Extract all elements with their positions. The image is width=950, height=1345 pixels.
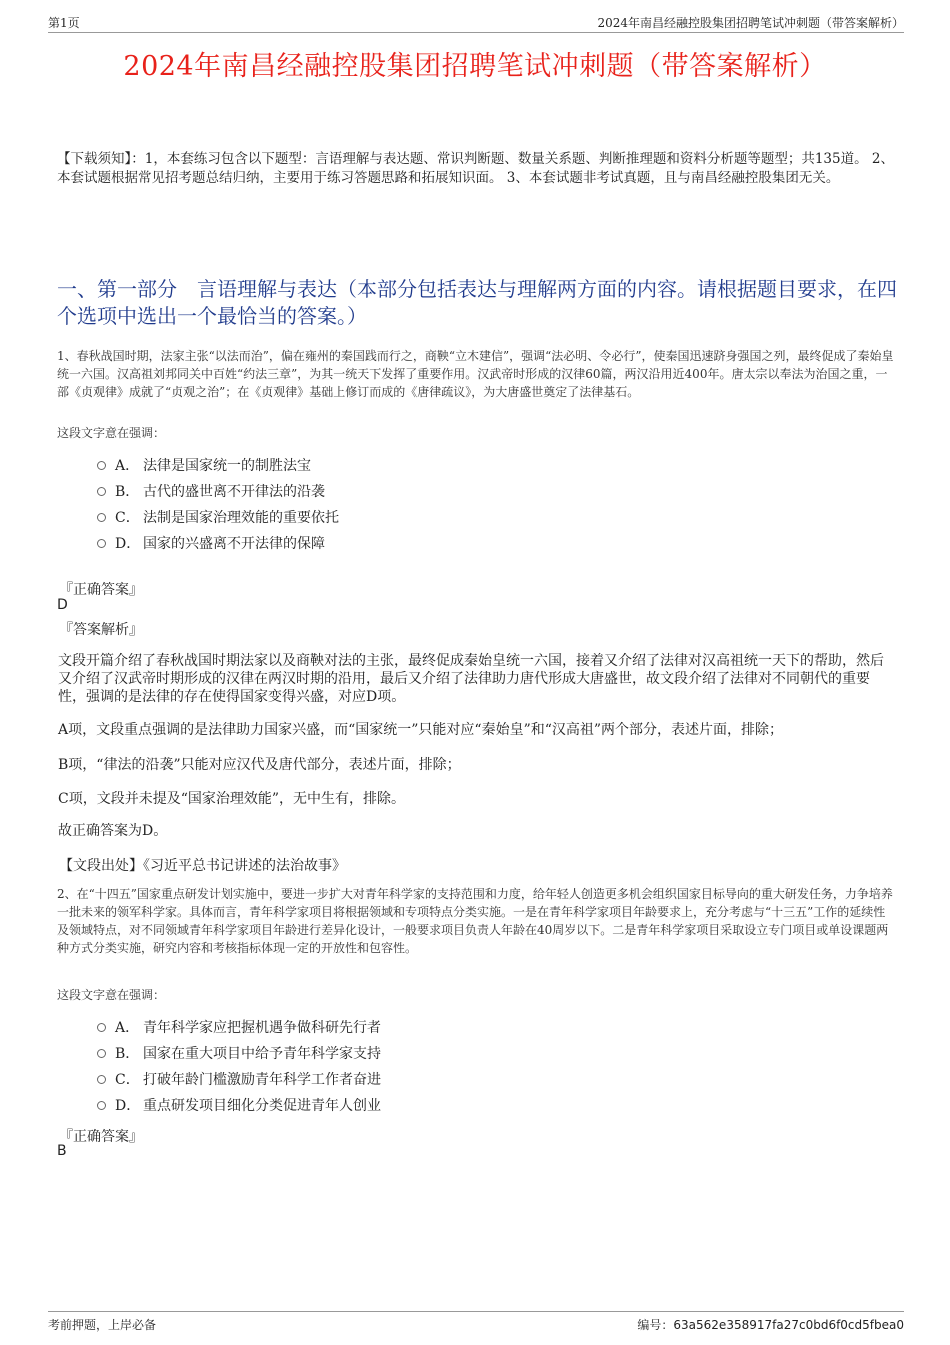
option-a[interactable]: A． 法律是国家统一的制胜法宝 [97, 453, 339, 479]
document-code: 编号：63a562e358917fa27c0bd6f0cd5fbea0 [637, 1318, 904, 1332]
option-b[interactable]: B． 古代的盛世离不开律法的沿袭 [97, 479, 339, 505]
question-1-options [97, 453, 339, 557]
page-footer [48, 1311, 904, 1336]
radio-icon[interactable] [97, 539, 106, 548]
radio-icon[interactable] [97, 1075, 106, 1084]
analysis-paragraph: B项，“律法的沿袭”只能对应汉代及唐代部分，表述片面，排除； [58, 757, 461, 773]
section-title: 一、第一部分 言语理解与表达（本部分包括表达与理解两方面的内容。请根据题目要求，在四个选项中选出一个最恰当的答案。） [57, 277, 897, 328]
correct-answer-value: D [57, 597, 68, 613]
page-number: 第1页 [48, 16, 80, 30]
analysis-paragraph: C项，文段并未提及“国家治理效能”，无中生有，排除。 [58, 791, 406, 807]
footer-slogan: 考前押题，上岸必备 [48, 1318, 157, 1332]
radio-icon[interactable] [97, 1023, 106, 1032]
question-2-prompt: 这段文字意在强调： [57, 988, 166, 1002]
radio-icon[interactable] [97, 1101, 106, 1110]
header-doc-title: 2024年南昌经融控股集团招聘笔试冲刺题（带答案解析） [597, 16, 904, 30]
option-c[interactable]: C． 打破年龄门槛激励青年科学工作者奋进 [97, 1067, 381, 1093]
correct-answer-label: 『正确答案』 [59, 1129, 143, 1145]
analysis-paragraph: 文段开篇介绍了春秋战国时期法家以及商鞅对法的主张，最终促成秦始皇统一六国，接着又介绍了法律对汉高祖统一天下的帮助，然后又介绍了汉武帝时期形成的汉律在两汉时期的沿用，最后又介绍了法律助力唐代形成大唐盛世，故文段介绍了法律对不同朝代的重要性，强调的是法律的存在使得国家变得兴盛，对应D项。 [58, 653, 884, 705]
question-1-prompt: 这段文字意在强调： [57, 426, 166, 440]
question-2-text: 2、在“十四五”国家重点研发计划实施中，要进一步扩大对青年科学家的支持范围和力度，给年轻人创造更多机会组织国家目标导向的重大研发任务，力争培养一批未来的领军科学家。具体而言，青年科学家项目将根据领域和专项特点分类实施。一是在青年科学家项目年龄要求上，充分考虑与“十三五”工作的延续性及领域特点，对不同领域青年科学家项目年龄进行差异化设计，一般要求项目负责人年龄在40周岁以下。二是青年科学家项目采取设立专门项目或单设课题两种方式分类实施，研究内容和考核指标体现一定的开放性和包容性。 [57, 887, 893, 955]
correct-answer-label: 『正确答案』 [59, 582, 143, 598]
radio-icon[interactable] [97, 1049, 106, 1058]
radio-icon[interactable] [97, 513, 106, 522]
question-2-options [97, 1015, 381, 1119]
download-notice: 【下载须知】：1，本套练习包含以下题型：言语理解与表达题、常识判断题、数量关系题、判断推理题和资料分析题等题型；共135道。 2、本套试题根据常见招考题总结归纳，主要用于练习答题思路和拓展知识面。 3、本套试题非考试真题，且与南昌经融控股集团无关。 [57, 151, 894, 186]
document-title: 2024年南昌经融控股集团招聘笔试冲刺题（带答案解析） [123, 51, 827, 82]
option-b[interactable]: B． 国家在重大项目中给予青年科学家支持 [97, 1041, 381, 1067]
option-d[interactable]: D． 国家的兴盛离不开法律的保障 [97, 531, 339, 557]
option-a[interactable]: A． 青年科学家应把握机遇争做科研先行者 [97, 1015, 381, 1041]
radio-icon[interactable] [97, 487, 106, 496]
source-citation: 【文段出处】《习近平总书记讲述的法治故事》 [59, 858, 346, 874]
analysis-conclusion: 故正确答案为D。 [58, 823, 168, 839]
option-d[interactable]: D． 重点研发项目细化分类促进青年人创业 [97, 1093, 381, 1119]
radio-icon[interactable] [97, 461, 106, 470]
correct-answer-value: B [57, 1143, 67, 1159]
option-c[interactable]: C． 法制是国家治理效能的重要依托 [97, 505, 339, 531]
analysis-paragraph: A项，文段重点强调的是法律助力国家兴盛，而“国家统一”只能对应“秦始皇”和“汉高祖”两个部分，表述片面，排除； [58, 722, 784, 738]
page-header [48, 14, 904, 33]
analysis-label: 『答案解析』 [59, 622, 143, 638]
question-1-text: 1、春秋战国时期，法家主张“以法而治”，偏在雍州的秦国践而行之，商鞅“立木建信”，强调“法必明、令必行”，使秦国迅速跻身强国之列，最终促成了秦始皇统一六国。汉高祖刘邦同关中百姓“约法三章”，为其一统天下发挥了重要作用。汉武帝时形成的汉律60篇，两汉沿用近400年。唐太宗以奉法为治国之重，一部《贞观律》成就了“贞观之治”；在《贞观律》基础上修订而成的《唐律疏议》，为大唐盛世奠定了法律基石。 [57, 349, 894, 399]
